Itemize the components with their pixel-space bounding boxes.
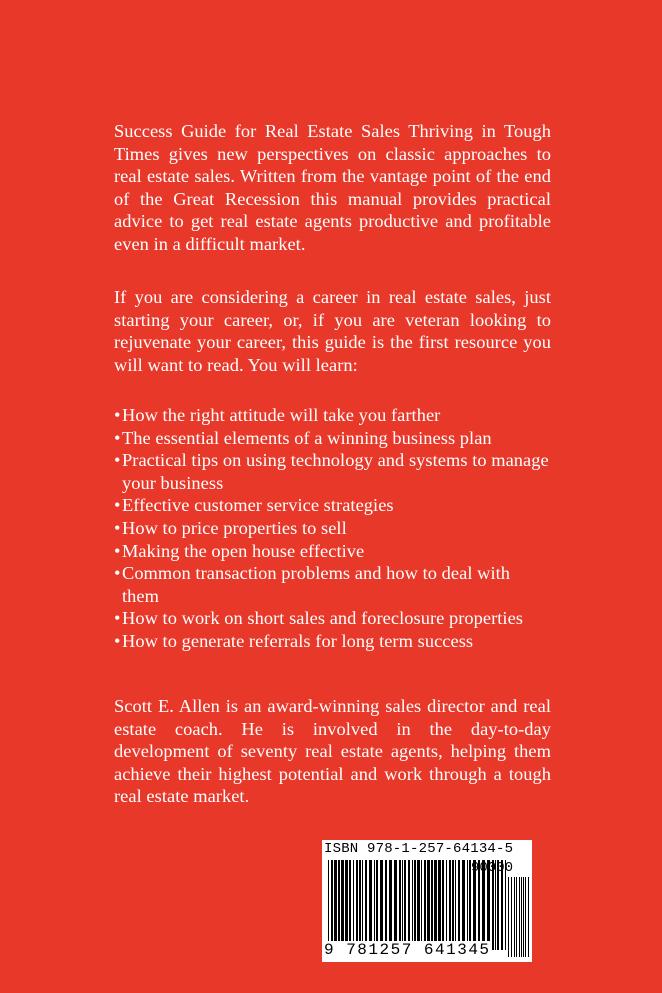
barcode-bar	[374, 860, 375, 950]
barcode-bar	[334, 860, 337, 950]
list-item	[114, 517, 551, 540]
list-item	[114, 449, 551, 494]
addon-barcode-bars	[508, 877, 530, 957]
ean-digits: 9 781257 641345	[324, 941, 491, 959]
isbn-label: ISBN 978-1-257-64134-5	[324, 841, 514, 857]
barcode-bar	[511, 877, 512, 957]
barcode-bar	[356, 860, 358, 950]
bullet-marker: •	[114, 427, 121, 448]
list-item-text: How to generate referrals for long term success	[122, 630, 474, 651]
barcode-bar	[449, 860, 451, 950]
description-text-1: Success Guide for Real Estate Sales Thriving in Tough Times gives new perspectives on classic approaches to real estate sales. Written from the vantage point of the end of the Great Recession this manual provides practical advice to get real estate agents productive and profitable even in a difficult market.	[114, 121, 551, 254]
list-item	[114, 404, 551, 427]
learning-points-list	[114, 404, 551, 653]
list-item-text: How to work on short sales and foreclosure properties	[122, 608, 524, 629]
barcode-bar	[404, 860, 406, 950]
barcode-bar	[438, 860, 441, 950]
description-paragraph-1	[114, 120, 551, 256]
barcode-bar	[523, 877, 524, 957]
price-addon-digits: 90000	[470, 860, 513, 876]
barcode-bar	[508, 877, 509, 957]
barcode-bar	[376, 860, 378, 950]
author-bio-text: Scott E. Allen is an award-winning sales director and real estate coach. He is involved in the day-to-day development of seventy real estate agents, helping them achieve their highest potential and work through a tough real estate market.	[114, 696, 551, 807]
list-item-text: Effective customer service strategies	[122, 495, 394, 516]
bullet-marker: •	[114, 450, 121, 471]
isbn-barcode	[322, 840, 532, 962]
barcode-bar	[417, 860, 420, 950]
list-item-text: How the right attitude will take you farther	[122, 405, 441, 425]
barcode-bar	[331, 860, 333, 950]
list-item	[114, 427, 551, 450]
list-item-text: Common transaction problems and how to deal with them	[122, 563, 511, 606]
barcode-bar	[345, 860, 348, 950]
barcode-bar	[408, 860, 410, 950]
barcode-bar	[341, 860, 344, 950]
barcode-bar	[434, 860, 437, 950]
list-item	[114, 607, 551, 630]
barcode-bar	[528, 877, 529, 957]
list-item-text: The essential elements of a winning business plan	[122, 427, 492, 448]
bullet-marker: •	[114, 540, 121, 561]
barcode-bar	[412, 860, 413, 950]
barcode-bar	[328, 860, 329, 950]
barcode-bar	[349, 860, 351, 950]
list-item	[114, 630, 551, 653]
barcode-bar	[365, 860, 367, 950]
barcode-bar	[442, 860, 444, 950]
barcode-bar	[414, 860, 416, 950]
barcode-bar	[385, 860, 387, 950]
list-item-text: Practical tips on using technology and systems to manage your business	[122, 450, 549, 493]
bullet-marker: •	[114, 517, 121, 538]
barcode-bar	[338, 860, 340, 950]
bullet-marker: •	[114, 495, 121, 516]
barcode-bar	[431, 860, 433, 950]
description-paragraph-2	[114, 286, 551, 376]
list-item-text: How to price properties to sell	[122, 517, 347, 538]
barcode-bar	[402, 860, 403, 950]
list-item-text: Making the open house effective	[122, 540, 365, 561]
barcode-bar	[446, 860, 447, 950]
barcode-bar	[362, 860, 363, 950]
barcode-bar	[389, 860, 392, 950]
bullet-marker: •	[114, 630, 121, 651]
barcode-bar	[519, 877, 520, 957]
list-item	[114, 562, 551, 607]
barcode-bar	[452, 860, 454, 950]
barcode-bar	[514, 877, 515, 957]
barcode-bar	[369, 860, 372, 950]
barcode-bar	[380, 860, 383, 950]
bullet-marker: •	[114, 405, 121, 425]
barcode-bar	[427, 860, 430, 950]
list-item	[114, 540, 551, 563]
bullet-marker: •	[114, 563, 121, 584]
barcode-bar	[394, 860, 397, 950]
barcode-bar	[424, 860, 426, 950]
author-bio	[114, 695, 551, 808]
barcode-bar	[521, 877, 522, 957]
barcode-bar	[455, 860, 456, 950]
list-item	[114, 494, 551, 517]
barcode-bar	[525, 877, 526, 957]
bullet-marker: •	[114, 608, 121, 629]
barcode-bar	[359, 860, 361, 950]
description-text-2: If you are considering a career in real estate sales, just starting your career, or, if you are veteran looking to rejuvenate your career, this guide is the first resource you will want to read. You will learn:	[114, 287, 551, 375]
barcode-bar	[399, 860, 401, 950]
barcode-bar	[353, 860, 354, 950]
barcode-bar	[421, 860, 422, 950]
barcode-bar	[516, 877, 517, 957]
